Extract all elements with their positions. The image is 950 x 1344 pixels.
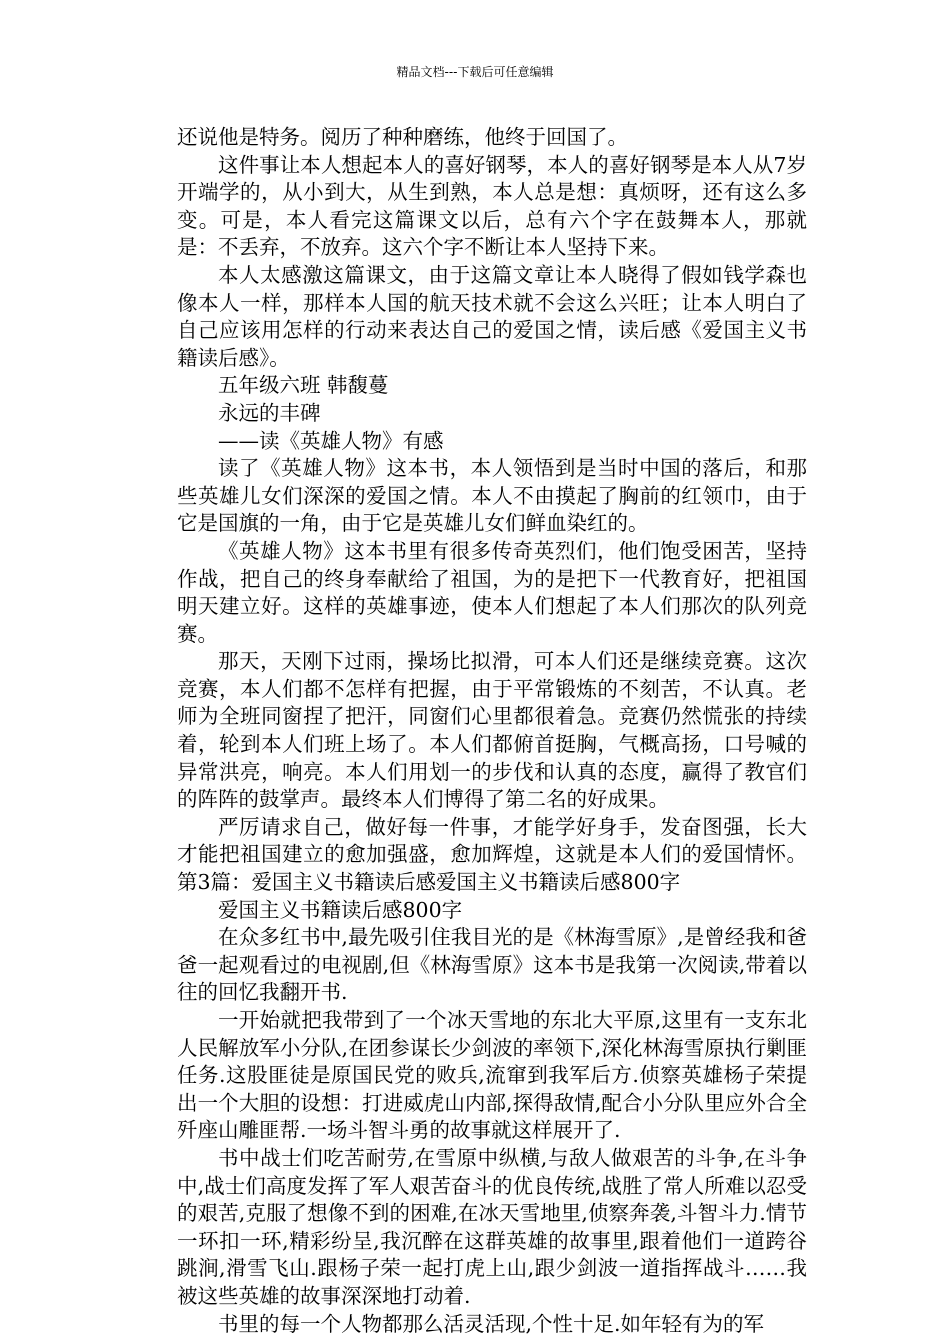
document-body — [177, 124, 807, 1338]
paragraph: 书中战士们吃苦耐劳,在雪原中纵横,与敌人做艰苦的斗争,在斗争中,战士们高度发挥了军人艰苦奋斗的优良传统,战胜了常人所难以忍受的艰苦,克服了想像不到的困难,在冰天雪地里,侦察奔袭,斗智斗力.情节一环扣一环,精彩纷呈,我沉醉在这群英雄的故事里,跟着他们一道跨谷跳涧,滑雪飞山.跟杨子荣一起打虎上山,跟少剑波一道指挥战斗……我被这些英雄的故事深深地打动着. — [177, 1145, 807, 1308]
page-header: 精品文档---下载后可任意编辑 — [396, 65, 554, 79]
paragraph: 书里的每一个人物都那么活灵活现,个性十足.如年轻有为的军 — [218, 1311, 765, 1336]
paragraph: 本人太感激这篇课文，由于这篇文章让本人晓得了假如钱学森也像本人一样，那样本人国的航天技术就不会这么兴旺；让本人明白了自己应该用怎样的行动来表达自己的爱国之情，读后感《爱国主义书籍读后感》。 — [177, 262, 807, 370]
paragraph: 读了《英雄人物》这本书，本人领悟到是当时中国的落后，和那些英雄儿女们深深的爱国之情。本人不由摸起了胸前的红领巾，由于它是国旗的一角，由于它是英雄儿女们鲜血染红的。 — [177, 456, 807, 536]
paragraph: 那天，天刚下过雨，操场比拟滑，可本人们还是继续竞赛。这次竞赛，本人们都不怎样有把握，由于平常锻炼的不刻苦，不认真。老师为全班同窗捏了把汗，同窗们心里都很着急。竞赛仍然慌张的持续着，轮到本人们班上场了。本人们都俯首挺胸，气概高扬，口号喊的异常洪亮，响亮。本人们用划一的步伐和认真的态度，赢得了教官们的阵阵的鼓掌声。最终本人们博得了第二名的好成果。 — [177, 649, 807, 812]
essay-subtitle: ——读《英雄人物》有感 — [218, 428, 444, 453]
paragraph: 《英雄人物》这本书里有很多传奇英烈们，他们饱受困苦，坚持作战，把自己的终身奉献给了祖国，为的是把下一代教育好，把祖国明天建立好。这样的英雄事迹，使本人们想起了本人们那次的队列竞赛。 — [177, 538, 807, 646]
author-line: 五年级六班 韩馥蔓 — [218, 373, 389, 398]
essay-title: 永远的丰碑 — [218, 400, 321, 425]
paragraph: 还说他是特务。阅历了种种磨练，他终于回国了。 — [177, 125, 628, 149]
paragraph: 严厉请求自己，做好每一件事，才能学好身手，发奋图强，长大才能把祖国建立的愈加强盛，愈加辉煌，这就是本人们的爱国情怀。第3篇：爱国主义书籍读后感爱国主义书籍读后感800字 — [177, 814, 807, 895]
paragraph: 一开始就把我带到了一个冰天雪地的东北大平原,这里有一支东北人民解放军小分队,在团参谋长少剑波的率领下,深化林海雪原执行剿匪任务.这股匪徒是原国民党的败兵,流窜到我军后方.侦察英雄杨子荣提出一个大胆的设想：打进威虎山内部,探得敌情,配合小分队里应外合全歼座山雕匪帮.一场斗智斗勇的故事就这样展开了. — [177, 1008, 807, 1143]
essay-title: 爱国主义书籍读后感800字 — [218, 897, 463, 922]
paragraph: 这件事让本人想起本人的喜好钢琴，本人的喜好钢琴是本人从7岁开端学的，从小到大，从生到熟，本人总是想：真烦呀，还有这么多变。可是，本人看完这篇课文以后，总有六个字在鼓舞本人，那就是：不丢弃，不放弃。这六个字不断让本人坚持下来。 — [177, 152, 807, 260]
paragraph: 在众多红书中,最先吸引住我目光的是《林海雪原》,是曾经我和爸爸一起观看过的电视剧,但《林海雪原》这本书是我第一次阅读,带着以往的回忆我翻开书. — [177, 925, 807, 1005]
